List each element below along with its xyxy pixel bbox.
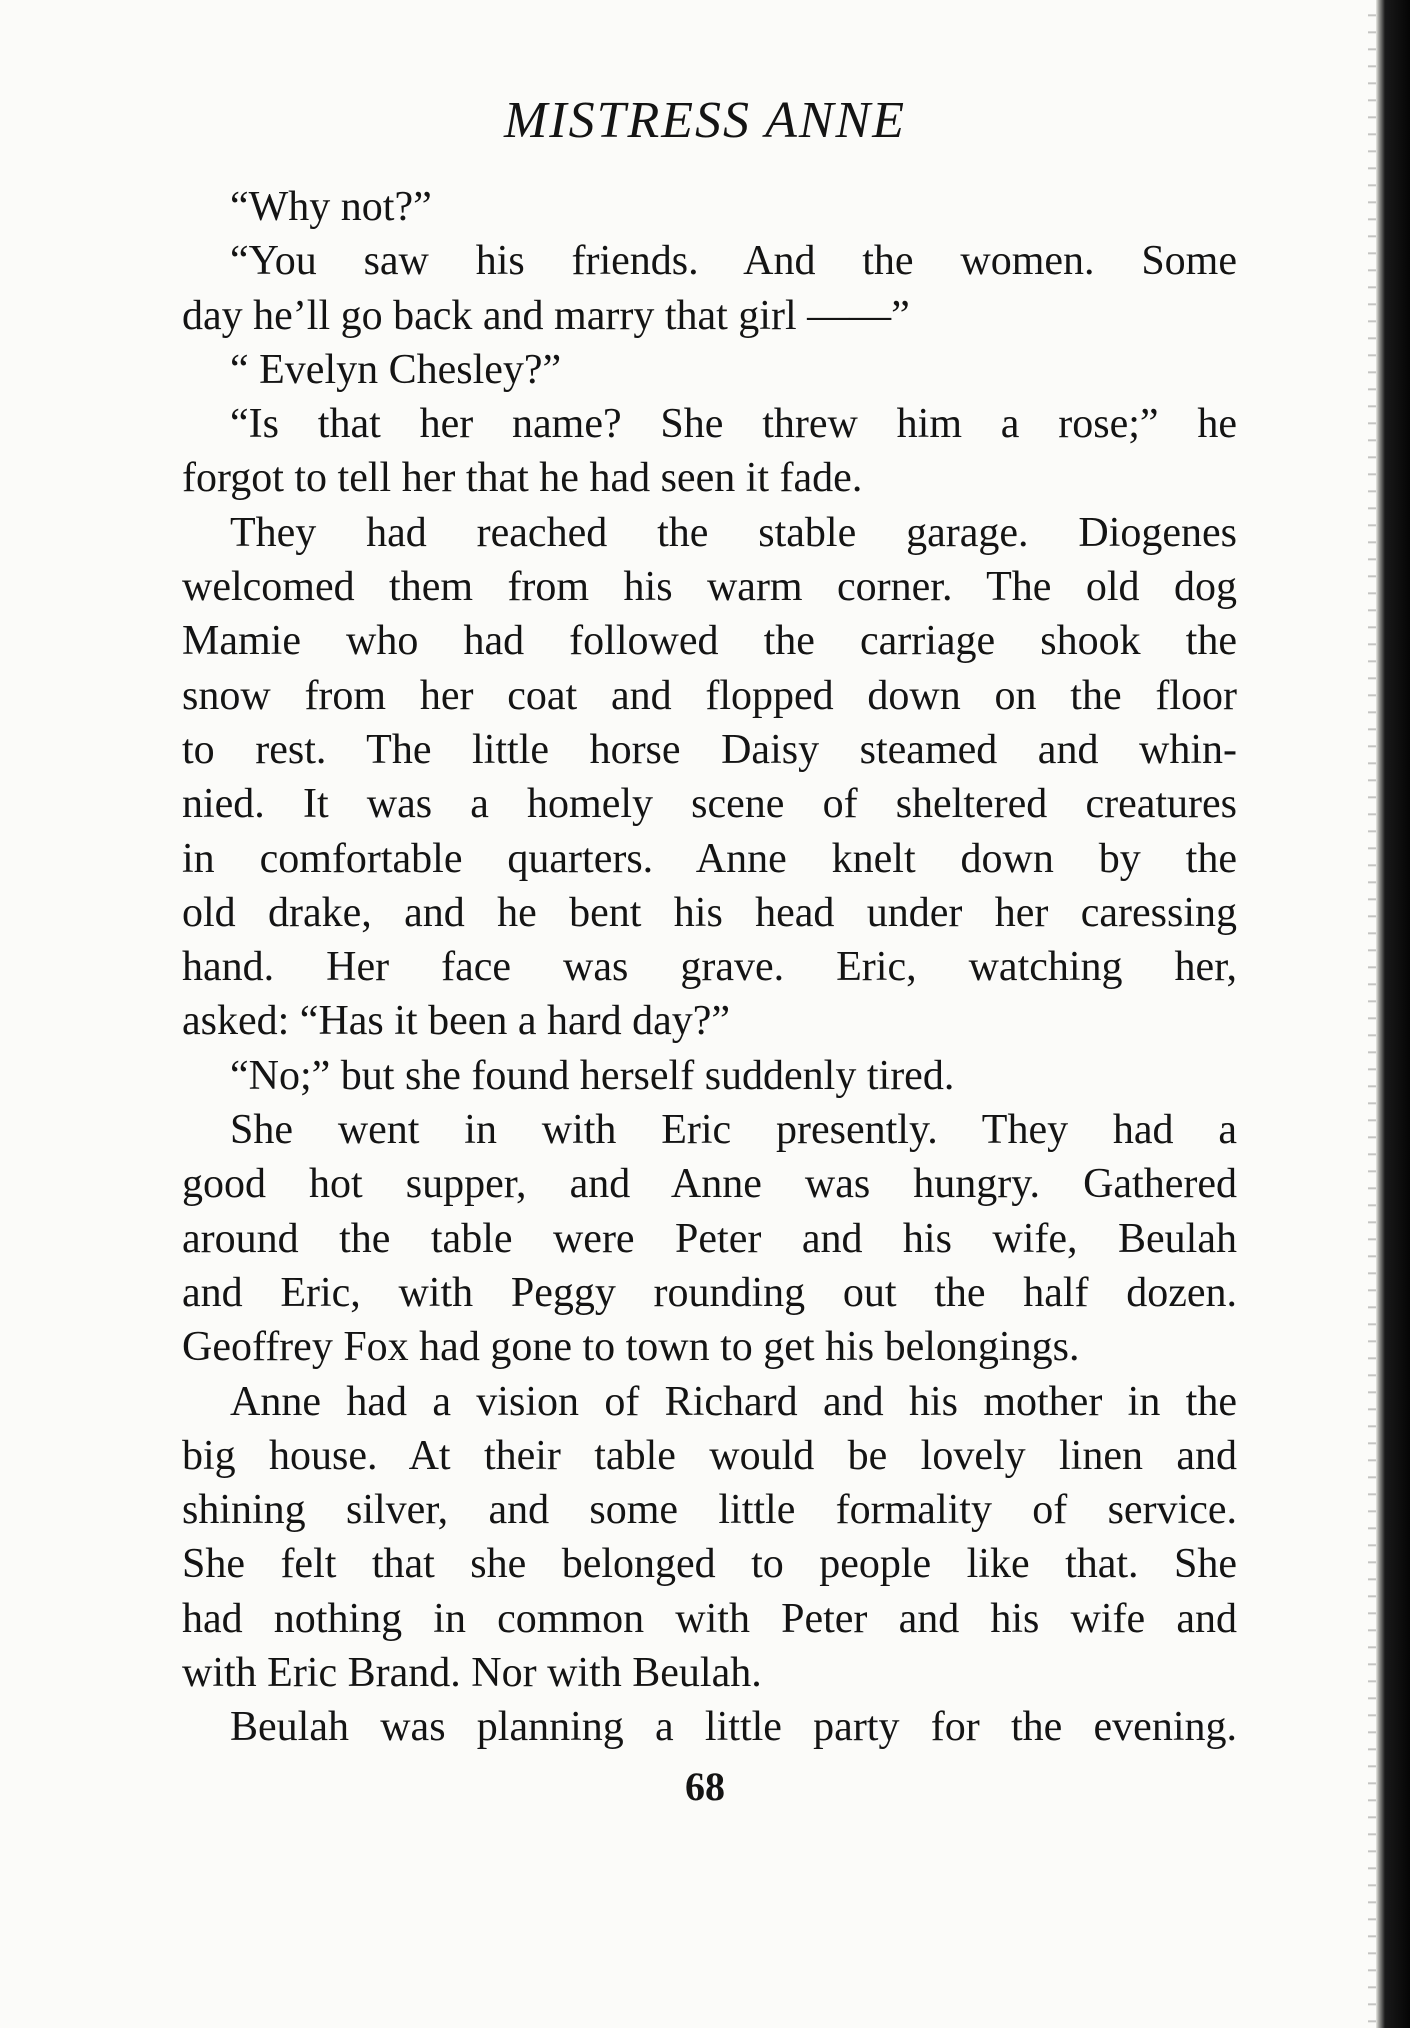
text-line: to rest. The little horse Daisy steamed and whin-	[182, 726, 1237, 773]
text-line: Geoffrey Fox had gone to town to get his belongings.	[182, 1324, 1080, 1371]
text-line: shining silver, and some little formality of service.	[182, 1487, 1237, 1534]
text-line: good hot supper, and Anne was hungry. Gathered	[182, 1161, 1237, 1208]
text-line: asked: “Has it been a hard day?”	[182, 998, 731, 1045]
text-line: “Is that her name? She threw him a rose;” he	[230, 401, 1237, 448]
text-line: She felt that she belonged to people like that. She	[182, 1541, 1237, 1588]
body-text	[182, 180, 1237, 1755]
page-binding-edge	[1376, 0, 1410, 2028]
text-line: in comfortable quarters. Anne knelt down by the	[182, 835, 1237, 882]
text-line: big house. At their table would be lovely linen and	[182, 1432, 1237, 1479]
text-line: “Why not?”	[230, 184, 432, 230]
text-line: snow from her coat and flopped down on the floor	[182, 672, 1237, 719]
text-line: had nothing in common with Peter and his wife and	[182, 1595, 1237, 1642]
text-line: “ Evelyn Chesley?”	[230, 346, 562, 393]
text-line: Beulah was planning a little party for the evening.	[230, 1704, 1237, 1751]
text-line: and Eric, with Peggy rounding out the half dozen.	[182, 1269, 1237, 1316]
text-line: “No;” but she found herself suddenly tired.	[230, 1052, 955, 1099]
text-line: “You saw his friends. And the women. Some	[230, 238, 1237, 285]
text-line: hand. Her face was grave. Eric, watching her,	[182, 944, 1237, 991]
text-line: Anne had a vision of Richard and his mother in the	[230, 1378, 1237, 1425]
text-line: forgot to tell her that he had seen it fade.	[182, 455, 863, 502]
page-edge-shadow	[1368, 0, 1376, 2028]
text-line: welcomed them from his warm corner. The old dog	[182, 564, 1237, 611]
text-line: day he’ll go back and marry that girl ——”	[182, 292, 910, 339]
text-line: with Eric Brand. Nor with Beulah.	[182, 1650, 762, 1697]
text-line: She went in with Eric presently. They had a	[230, 1107, 1237, 1154]
text-line: old drake, and he bent his head under her caressing	[182, 889, 1237, 936]
text-line: around the table were Peter and his wife, Beulah	[182, 1215, 1237, 1262]
text-line: Mamie who had followed the carriage shook the	[182, 618, 1237, 665]
text-line: They had reached the stable garage. Diogenes	[230, 509, 1237, 556]
page-number: 68	[685, 1764, 725, 1809]
text-line: nied. It was a homely scene of sheltered creatures	[182, 781, 1237, 828]
running-head: MISTRESS ANNE	[503, 92, 907, 149]
